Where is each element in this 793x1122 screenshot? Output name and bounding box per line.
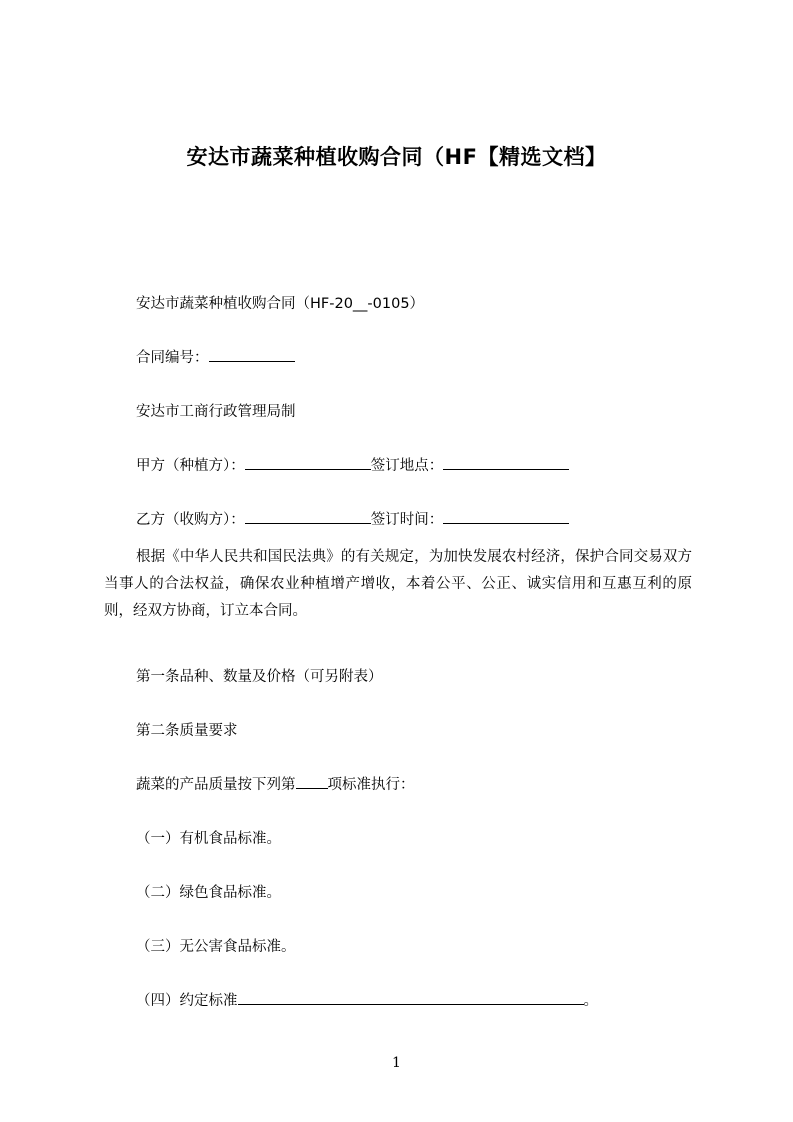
party-a-line bbox=[136, 454, 569, 475]
sign-time-label: 签订时间： bbox=[370, 512, 444, 528]
article-2-heading: 第二条质量要求 bbox=[136, 723, 238, 739]
preamble-paragraph: 根据《中华人民共和国民法典》的有关规定，为加快发展农村经济，保护合同交易双方当事人的合法权益，确保农业种植增产增收，本着公平、公正、诚实信用和互惠互利的原则，经双方协商，订立本合同。 bbox=[104, 549, 692, 619]
quality-standard-line bbox=[136, 773, 415, 794]
party-b-label: 乙方（收购方）： bbox=[136, 512, 245, 528]
contract-number-line bbox=[136, 346, 295, 367]
agreed-standard-label: （四）约定标准 bbox=[136, 993, 238, 1009]
contract-number-label: 合同编号： bbox=[136, 350, 209, 366]
party-b-blank bbox=[245, 509, 371, 524]
quality-prefix: 蔬菜的产品质量按下列第 bbox=[136, 777, 296, 793]
party-b-line bbox=[136, 508, 569, 529]
contract-subtitle: 安达市蔬菜种植收购合同（HF-20__-0105） bbox=[136, 296, 425, 312]
party-a-blank bbox=[245, 455, 371, 470]
contract-number-blank bbox=[209, 347, 295, 362]
agreed-standard-end: 。 bbox=[583, 993, 598, 1009]
issuer-line: 安达市工商行政管理局制 bbox=[136, 404, 296, 420]
sign-place-blank bbox=[443, 455, 569, 470]
quality-item-blank bbox=[296, 774, 328, 789]
page-number: 1 bbox=[392, 1055, 401, 1071]
party-a-label: 甲方（种植方）： bbox=[136, 458, 245, 474]
option-pollution-free: （三）无公害食品标准。 bbox=[136, 939, 296, 955]
option-organic: （一）有机食品标准。 bbox=[136, 831, 281, 847]
document-title: 安达市蔬菜种植收购合同（HF【精选文档】 bbox=[186, 145, 607, 169]
option-agreed-standard bbox=[136, 989, 598, 1010]
quality-suffix: 项标准执行： bbox=[327, 777, 415, 793]
sign-time-blank bbox=[443, 509, 569, 524]
option-green: （二）绿色食品标准。 bbox=[136, 885, 281, 901]
sign-place-label: 签订地点： bbox=[370, 458, 444, 474]
article-1-heading: 第一条品种、数量及价格（可另附表） bbox=[136, 669, 383, 685]
agreed-standard-blank bbox=[238, 990, 584, 1005]
